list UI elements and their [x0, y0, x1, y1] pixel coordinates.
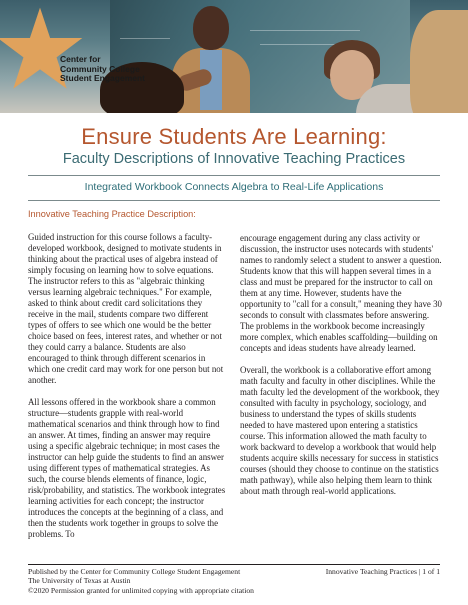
- paragraph: encourage engagement during any class activity or discussion, the instructor uses notecards with students' names to randomly select a student to answer a question. Students know that this will happen several times in a class and must be prepared for the instructor to call on them at any time. However, students have the opportunity to "call for a consult," meaning they have 30 seconds to consult with classmates before answering. The problems in the workbook become increasingly more complex, which enables scaffolding—building on concepts and ideas students have already learned.: [240, 233, 442, 353]
- header-photo: [0, 0, 468, 113]
- page-subtitle: Faculty Descriptions of Innovative Teaching Practices: [62, 151, 406, 167]
- right-column: [240, 233, 442, 508]
- logo-line: Center for: [60, 54, 101, 64]
- paragraph: Guided instruction for this course follows a faculty-developed workbook, designed to motivate students in thinking about the practical uses of algebra instead of simply focusing on learning how to solve equations. The instructor refers to this as "algebraic thinking versus learning algebraic techniques." For example, asked to think about credit card solicitations they receive in the mail, students compare two different types of offers to see which one would be the better choice based on fees, interest rates, and whether or not they could carry a balance. Students are also encouraged to think through different scenarios in which one credit card may work for one person but not another.: [28, 232, 224, 385]
- board-writing: [120, 38, 170, 39]
- paragraph: All lessons offered in the workbook share a common structure—students grapple with real-world mathematical scenarios and think through how to find an answer. At times, finding an answer may require using a specific algebraic technique; in most cases the instructor can help guide the students to find an answer using different types of mathematical strategies. As such, the course blends elements of finance, logic, risk/probability, and statistics. The workbook integrates learning activities for each concept; the instructor introduces the concepts at the beginning of a class, and then the students work together in groups to solve the problems. To: [28, 397, 226, 539]
- board-writing: [260, 44, 340, 45]
- article-heading: Integrated Workbook Connects Algebra to Real-Life Applications: [84, 181, 384, 193]
- paragraph: Overall, the workbook is a collaborative effort among math faculty and faculty in other disciplines. While the math faculty led the development of the workbook, they consulted with faculty in psychology, sociology, and business to understand the types of skills students needed to have mastered upon entering a statistics course. This information allowed the math faculty to work backward to develop a workbook that would help students acquire skills necessary for success in statistics courses (should they choose to continue on the statistics math pathway), while also helping them learn to think about math through real-world applications.: [240, 365, 440, 496]
- page-title: Ensure Students Are Learning:: [81, 124, 387, 149]
- teacher-head: [193, 6, 229, 50]
- logo-line: Student Engagement: [60, 73, 146, 83]
- footer-line: Published by the Center for Community College Student Engagement: [28, 567, 241, 576]
- section-label: Innovative Teaching Practice Description:: [28, 209, 196, 219]
- divider: [28, 200, 440, 201]
- page-number: Innovative Teaching Practices | 1 of 1: [325, 567, 440, 576]
- footer-line: ©2020 Permission granted for unlimited copying with appropriate citation: [28, 585, 254, 595]
- left-column: [28, 209, 228, 551]
- footer-publisher: [28, 567, 254, 595]
- divider: [28, 175, 440, 176]
- logo-line: Community College: [60, 63, 140, 74]
- footer-divider: [28, 564, 440, 565]
- logo-text: [60, 55, 145, 84]
- footer-line: The University of Texas at Austin: [28, 576, 131, 586]
- student-hair: [410, 10, 468, 113]
- board-writing: [250, 30, 360, 31]
